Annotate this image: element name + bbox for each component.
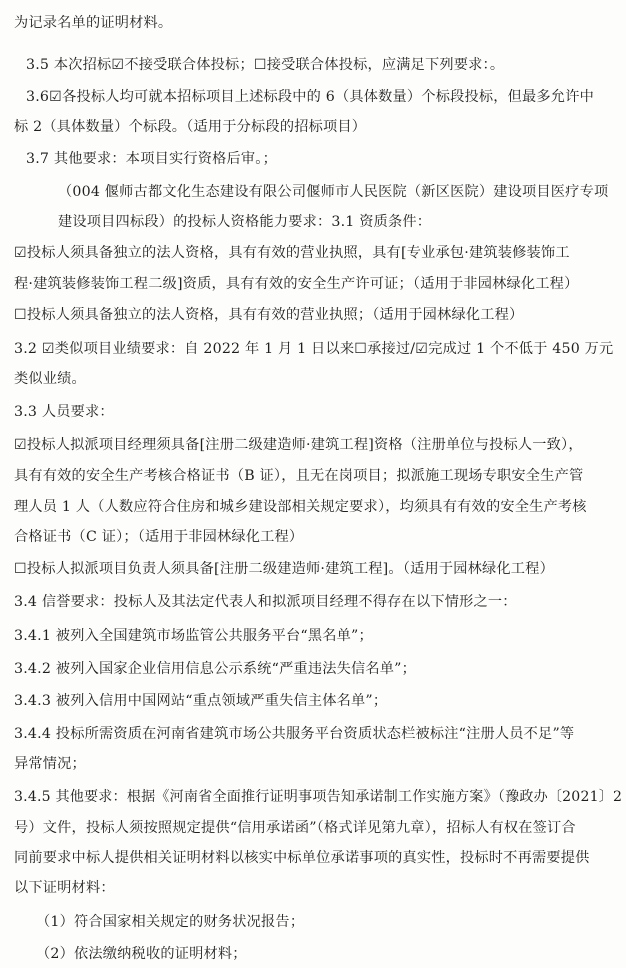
- text-line: 理人员 1 人（人数应符合住房和城乡建设部相关规定要求），均须具有有效的安全生产考核: [14, 499, 587, 515]
- text-line: （004 偃师古都文化生态建设有限公司偃师市人民医院（新区医院）建设项目医疗专项: [58, 184, 609, 200]
- text-line: 异常情况；: [14, 756, 86, 772]
- text-line: ☐投标人拟派项目负责人须具备[注册二级建造师·建筑工程]。（适用于园林绿化工程）: [14, 561, 554, 577]
- text-line: （1）符合国家相关规定的财务状况报告；: [36, 914, 305, 930]
- text-line: （2）依法缴纳税收的证明材料；: [36, 946, 247, 962]
- text-line: 合格证书（C 证）；（适用于非园林绿化工程）: [14, 529, 304, 545]
- text-line: 具有有效的安全生产考核合格证书（B 证），且无在岗项目；拟派施工现场专职安全生产管: [14, 468, 584, 484]
- text-line: 3.3 人员要求：: [14, 404, 114, 420]
- text-line: 3.4.5 其他要求：根据《河南省全面推行证明事项告知承诺制工作实施方案》（豫政办〔2021〕2: [14, 789, 623, 805]
- text-line: 3.4.3 被列入信用中国网站“重点领域严重失信主体名单”；: [14, 693, 388, 709]
- text-line: 类似业绩。: [14, 371, 86, 387]
- text-line: 3.4.4 投标所需资质在河南省建筑市场公共服务平台资质状态栏被标注“注册人员不足”等: [14, 726, 575, 742]
- text-line: 号）文件，投标人须按照规定提供“信用承诺函”（格式详见第九章），招标人有权在签订合: [14, 820, 576, 836]
- text-line: 同前要求中标人提供相关证明材料以核实中标单位承诺事项的真实性，投标时不再需要提供: [14, 850, 590, 866]
- text-line: ☑投标人须具备独立的法人资格，具有有效的营业执照，具有[专业承包·建筑装修装饰工: [14, 245, 570, 261]
- text-line: 3.4 信誉要求：投标人及其法定代表人和拟派项目经理不得存在以下情形之一：: [14, 594, 517, 610]
- text-line: ☐投标人须具备独立的法人资格，具有有效的营业执照；（适用于园林绿化工程）: [14, 307, 524, 323]
- text-line: 标 2（具体数量）个标段。（适用于分标段的招标项目）: [14, 119, 367, 135]
- text-line: 3.7 其他要求：本项目实行资格后审。；: [26, 151, 277, 167]
- text-line: 以下证明材料：: [14, 880, 115, 896]
- text-line: 3.4.1 被列入全国建筑市场监管公共服务平台“黑名单”；: [14, 628, 373, 644]
- text-line: 3.2 ☑类似项目业绩要求：自 2022 年 1 月 1 日以来☐承接过/☑完成过 1 个不低于 450 万元: [14, 341, 614, 357]
- text-line: 3.5 本次招标☑不接受联合体投标；☐接受联合体投标，应满足下列要求：。: [26, 57, 505, 73]
- text-line: ☑投标人拟派项目经理须具备[注册二级建造师·建筑工程]资格（注册单位与投标人一致），: [14, 437, 583, 453]
- text-line: 程·建筑装修装饰工程二级]资质，具有有效的安全生产许可证；（适用于非园林绿化工程）: [14, 276, 579, 292]
- text-line: 为记录名单的证明材料。: [14, 15, 173, 31]
- text-line: 3.6☑各投标人均可就本招标项目上述标段中的 6（具体数量）个标段投标，但最多允许中: [26, 89, 594, 105]
- text-line: 3.4.2 被列入国家企业信用信息公示系统“严重违法失信名单”；: [14, 661, 417, 677]
- text-line: 建设项目四标段）的投标人资格能力要求：3.1 资质条件：: [58, 214, 432, 230]
